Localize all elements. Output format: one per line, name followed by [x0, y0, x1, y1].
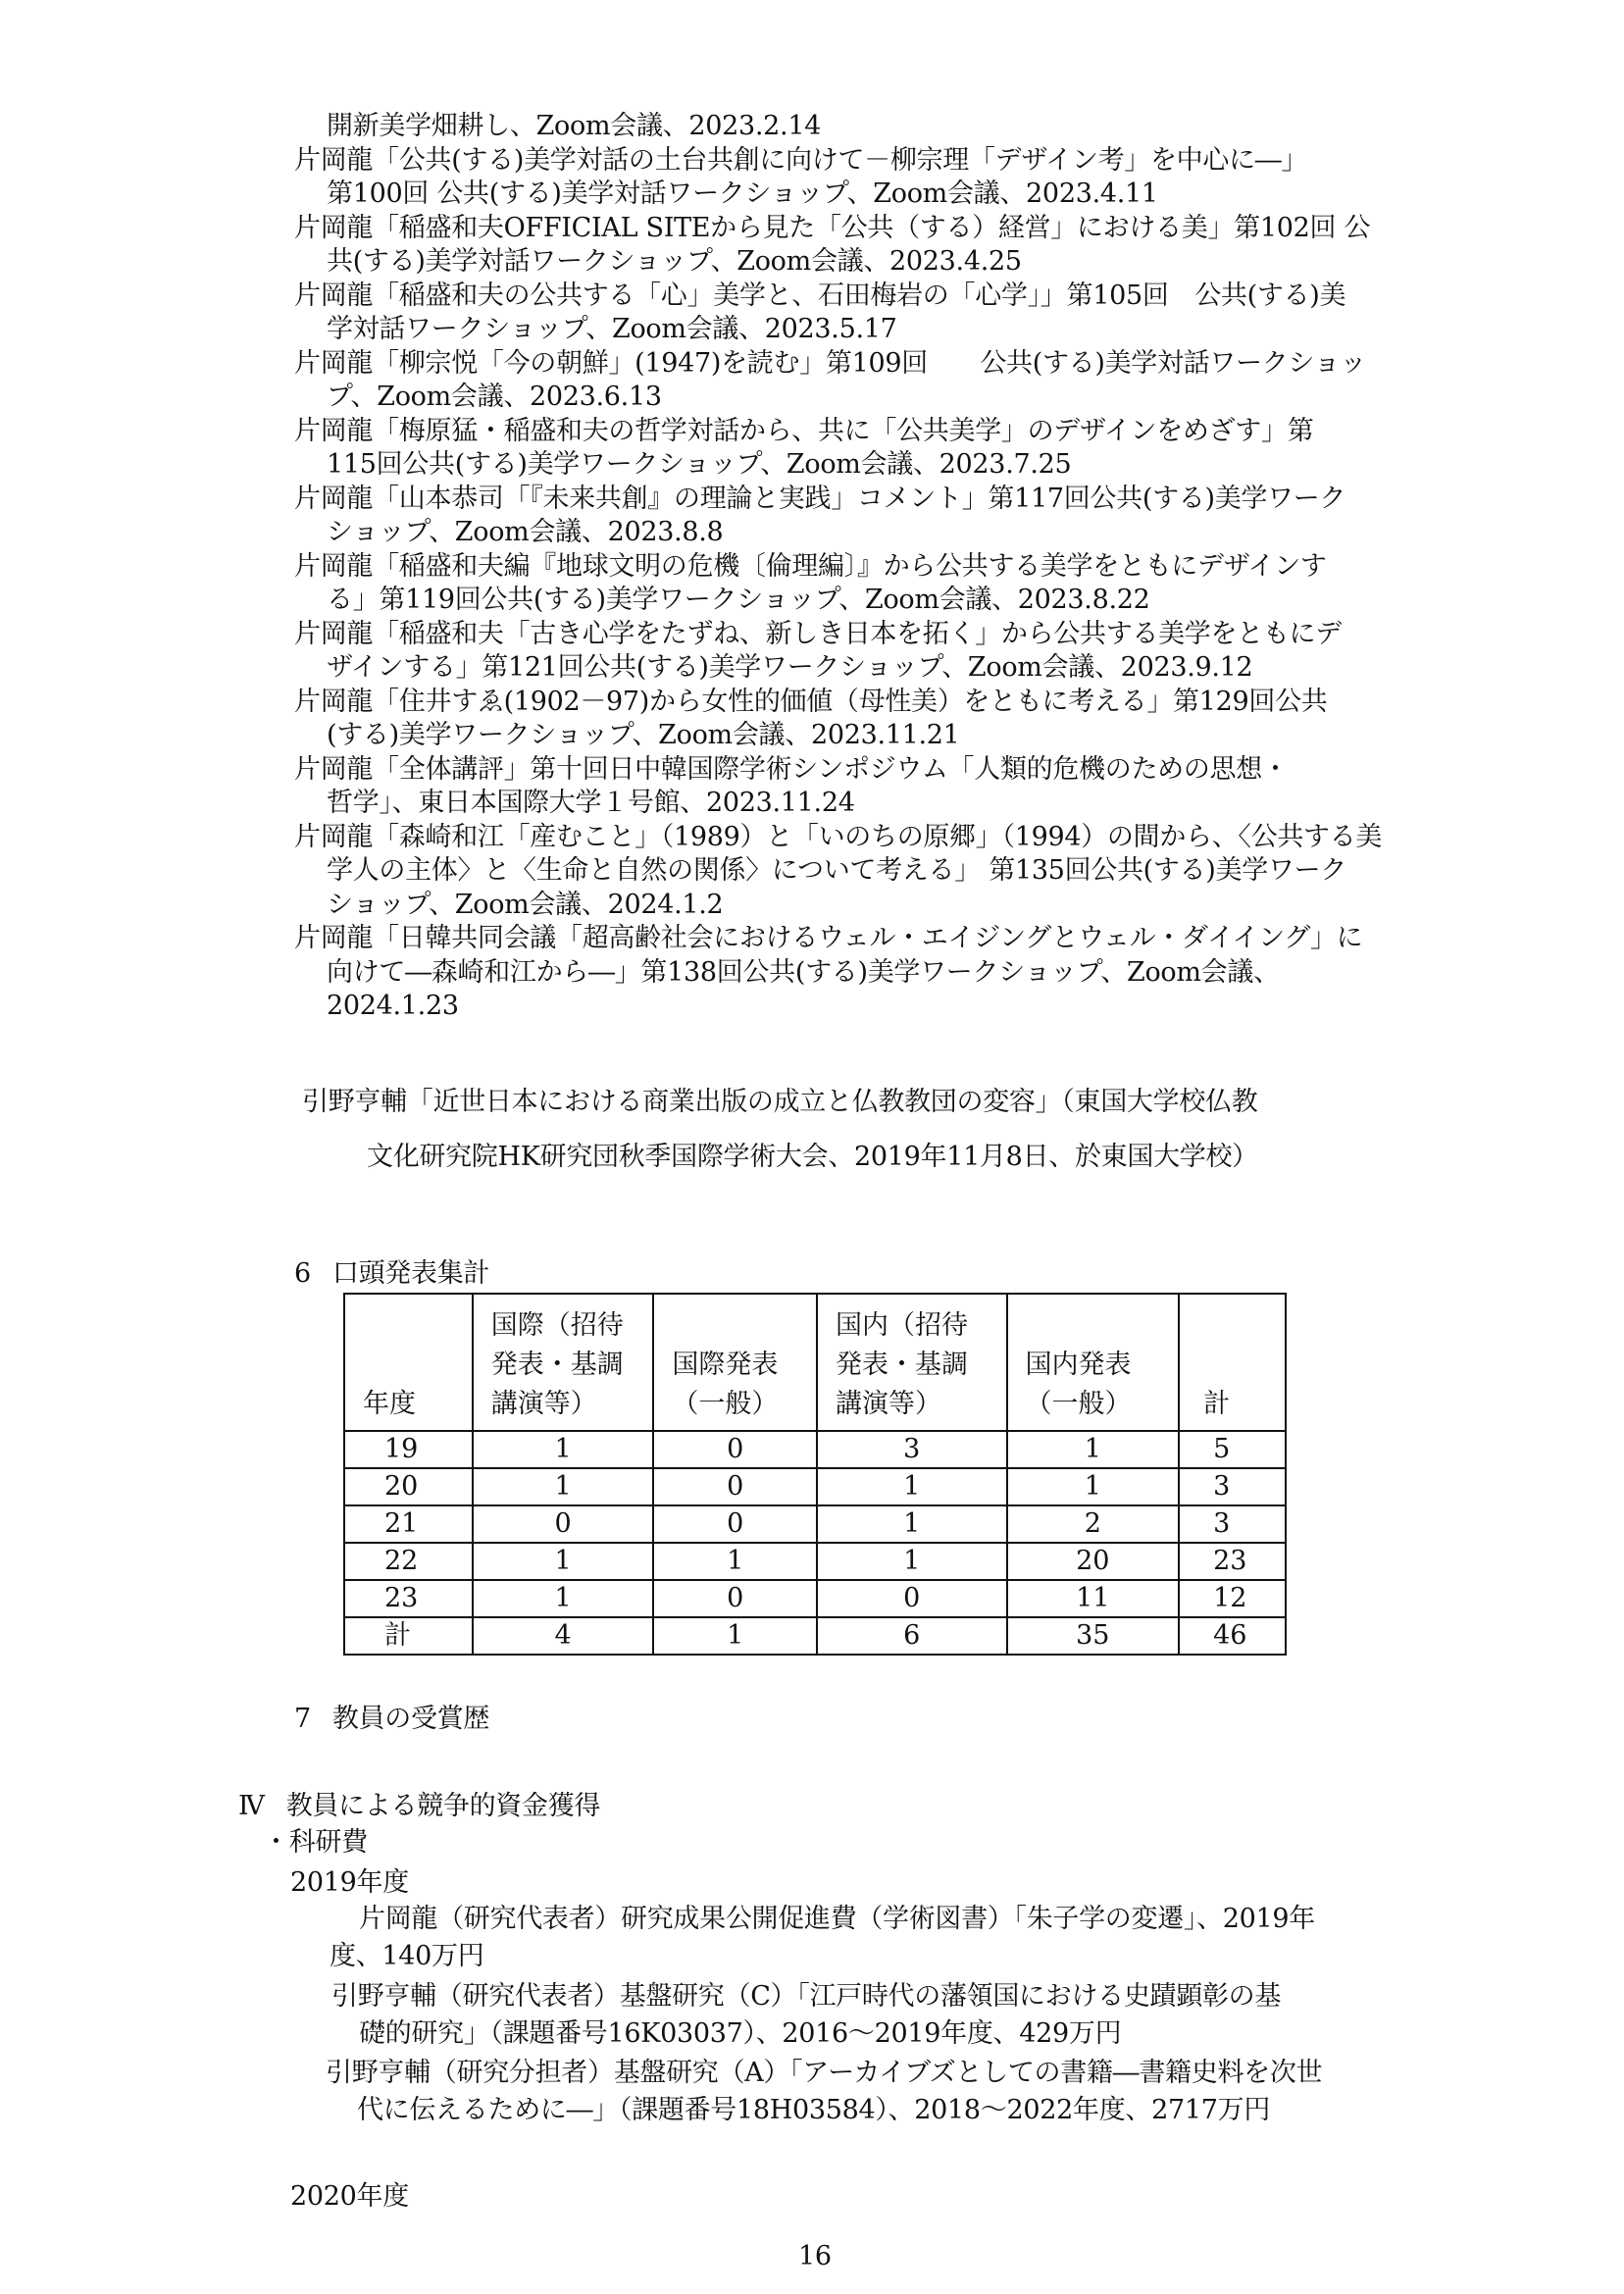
section6-number: 6 — [294, 1258, 311, 1289]
table-cell: 20 — [344, 1468, 473, 1505]
table-row — [344, 1580, 1286, 1617]
kakenhi-bullet: ・科研費 — [263, 1827, 368, 1858]
table-header-text: 発表・基調 — [490, 1350, 624, 1380]
table-cell: 1 — [817, 1468, 1007, 1505]
table-header-text: 計 — [1203, 1389, 1231, 1419]
table-cell: 6 — [817, 1617, 1007, 1655]
presentation-entry-line: 片岡龍「稲盛和夫編『地球文明の危機〔倫理編〕』から公共する美学をともにデザインす — [294, 550, 1327, 582]
presentation-entry-line: 学対話ワークショップ、Zoom会議、2023.5.17 — [327, 314, 897, 344]
table-header-cell — [817, 1294, 1007, 1431]
presentation-entry-line: 第100回 公共(する)美学対話ワークショップ、Zoom会議、2023.4.11 — [327, 178, 1158, 209]
grant-item-3-line1: 引野亨輔（研究分担者）基盤研究（A）「アーカイブズとしての書籍―書籍史料を次世 — [326, 2058, 1323, 2088]
presentation-entry — [294, 550, 1402, 618]
table-cell: 0 — [653, 1580, 817, 1617]
table-cell: 20 — [1007, 1543, 1180, 1580]
table-cell: 23 — [1179, 1543, 1286, 1580]
presentation-entry — [294, 753, 1402, 821]
grant-item-3-line2: 代に伝えるために―」（課題番号18H03584）、2018～2022年度、2717万円 — [357, 2095, 1271, 2125]
presentation-entry — [294, 821, 1402, 923]
section4-title: 教員による競争的資金獲得 — [285, 1791, 601, 1821]
presentation-entry — [294, 922, 1402, 1024]
table-cell: 5 — [1179, 1431, 1286, 1468]
table-cell: 3 — [1179, 1468, 1286, 1505]
table-cell: 21 — [344, 1505, 473, 1543]
presentation-entry — [294, 212, 1402, 280]
presentation-entry-line: 115回公共(する)美学ワークショップ、Zoom会議、2023.7.25 — [327, 449, 1072, 480]
table-header-cell — [473, 1294, 654, 1431]
presentation-entry-line: 片岡龍「稲盛和夫OFFICIAL SITEから見た「公共（する）経営」における美」第102回 公 — [294, 212, 1371, 243]
table-header-text: 講演等） — [835, 1389, 941, 1419]
table-cell: 4 — [473, 1617, 654, 1655]
presentation-entry-line: 向けて―森崎和江から―」第138回公共(する)美学ワークショップ、Zoom会議、 — [327, 956, 1280, 988]
table-cell: 1 — [473, 1431, 654, 1468]
presentation-entry-line: 片岡龍「森崎和江「産むこと」（1989）と「いのちの原郷」（1994）の間から、〈公共する美 — [294, 821, 1383, 852]
presentation-entry-line: プ、Zoom会議、2023.6.13 — [327, 382, 662, 412]
year-2020-label: 2020年度 — [290, 2181, 409, 2212]
table-cell: 1 — [473, 1543, 654, 1580]
section6-title: 口頭発表集計 — [331, 1258, 490, 1289]
page-number: 16 — [798, 2241, 832, 2271]
table-header-text: （一般） — [672, 1389, 779, 1419]
presentation-entry-line: ショップ、Zoom会議、2024.1.2 — [327, 889, 724, 920]
presentation-entry-line: 2024.1.23 — [327, 991, 459, 1021]
table-row — [344, 1468, 1286, 1505]
presentation-entry — [294, 280, 1402, 347]
table-cell: 1 — [1007, 1468, 1180, 1505]
table-header-text: 国内発表 — [1025, 1350, 1132, 1380]
table-header-cell — [1179, 1294, 1286, 1431]
presentation-entry-line: 片岡龍「全体講評」第十回日中韓国際学術シンポジウム「人類的危機のための思想・ — [294, 753, 1289, 785]
table-cell: 19 — [344, 1431, 473, 1468]
table-cell: 35 — [1007, 1617, 1180, 1655]
table-cell: 23 — [344, 1580, 473, 1617]
table-cell: 1 — [473, 1580, 654, 1617]
table-cell: 22 — [344, 1543, 473, 1580]
presentation-entry-line: 片岡龍「稲盛和夫「古き心学をたずね、新しき日本を拓く」から公共する美学をともにデ — [294, 618, 1342, 649]
table-cell: 1 — [473, 1468, 654, 1505]
presentation-entry-line: ショップ、Zoom会議、2023.8.8 — [327, 517, 724, 547]
table-header-cell — [1007, 1294, 1180, 1431]
section7-heading — [294, 1703, 489, 1736]
table-header-text: 国内（招待 — [835, 1310, 968, 1341]
table-cell: 計 — [344, 1617, 473, 1655]
presentation-summary-table — [343, 1293, 1287, 1656]
presentation-entry — [294, 686, 1402, 753]
table-cell: 0 — [473, 1505, 654, 1543]
grant-item-1-line1: 片岡龍（研究代表者）研究成果公開促進費（学術図書）「朱子学の変遷」、2019年 — [359, 1904, 1316, 1934]
table-cell: 11 — [1007, 1580, 1180, 1617]
table-cell: 1 — [653, 1543, 817, 1580]
section7-number: 7 — [294, 1704, 311, 1734]
table-cell: 1 — [1007, 1431, 1180, 1468]
section7-title: 教員の受賞歴 — [331, 1704, 490, 1734]
table-cell: 3 — [817, 1431, 1007, 1468]
presentation-entry — [294, 144, 1402, 212]
table-row — [344, 1617, 1286, 1655]
table-cell: 46 — [1179, 1617, 1286, 1655]
presentation-entry-line: 開新美学畑耕し、Zoom会議、2023.2.14 — [327, 111, 822, 141]
table-header-text: 講演等） — [490, 1389, 597, 1419]
presentation-entry — [294, 415, 1402, 483]
table-header-cell — [344, 1294, 473, 1431]
table-row — [344, 1505, 1286, 1543]
table-cell: 2 — [1007, 1505, 1180, 1543]
table-row — [344, 1431, 1286, 1468]
presentation-entry-line: ザインする」第121回公共(する)美学ワークショップ、Zoom会議、2023.9.12 — [327, 652, 1253, 683]
oral-presentation-list — [294, 110, 1402, 1024]
table-cell: 1 — [817, 1543, 1007, 1580]
grant-item-2-line1: 引野亨輔（研究代表者）基盤研究（C）「江戸時代の藩領国における史蹟顕彰の基 — [331, 1981, 1282, 2012]
hikino-presentation-line2: 文化研究院HK研究団秋季国際学術大会、2019年11月8日、於東国大学校） — [367, 1142, 1258, 1172]
presentation-entry-line: る」第119回公共(する)美学ワークショップ、Zoom会議、2023.8.22 — [327, 585, 1150, 615]
presentation-entry-line: 片岡龍「山本恭司「『未来共創』の理論と実践」コメント」第117回公共(する)美学ワーク — [294, 483, 1346, 514]
presentation-entry-line: (する)美学ワークショップ、Zoom会議、2023.11.21 — [327, 720, 960, 750]
presentation-entry-line: 片岡龍「柳宗悦「今の朝鮮」(1947)を読む」第109回 公共(する)美学対話ワークショッ — [294, 347, 1367, 379]
hikino-presentation-line1: 引野亨輔「近世日本における商業出版の成立と仏教教団の変容」（東国大学校仏教 — [302, 1087, 1258, 1117]
presentation-entry-line: 片岡龍「日韓共同会議「超高齢社会におけるウェル・エイジングとウェル・ダイイング」に — [294, 923, 1363, 953]
presentation-entry-line: 片岡龍「住井すゑ(1902－97)から女性的価値（母性美）をともに考える」第129回公共 — [294, 686, 1328, 717]
table-header-text: 発表・基調 — [835, 1350, 968, 1380]
year-2019-label: 2019年度 — [290, 1867, 409, 1898]
presentation-entry-line: 学人の主体〉と〈生命と自然の関係〉について考える」 第135回公共(する)美学ワーク — [327, 855, 1347, 886]
presentation-entry — [294, 347, 1402, 415]
table-cell: 12 — [1179, 1580, 1286, 1617]
presentation-entry-line: 共(する)美学対話ワークショップ、Zoom会議、2023.4.25 — [327, 246, 1022, 277]
table-cell: 0 — [817, 1580, 1007, 1617]
grant-item-2-line2: 礎的研究」（課題番号16K03037）、2016～2019年度、429万円 — [359, 2018, 1122, 2049]
presentation-entry-line: 片岡龍「公共(する)美学対話の土台共創に向けて－柳宗理「デザイン考」を中心に―」 — [294, 144, 1308, 176]
table-header-text: （一般） — [1025, 1389, 1132, 1419]
table-cell: 1 — [817, 1505, 1007, 1543]
section4-heading — [238, 1790, 600, 1823]
presentation-entry-line: 片岡龍「稲盛和夫の公共する「心」美学と、石田梅岩の「心学」」第105回 公共(する)美 — [294, 280, 1346, 311]
section4-number: Ⅳ — [238, 1791, 265, 1821]
table-header-text: 国際（招待 — [490, 1310, 624, 1341]
presentation-entry — [294, 618, 1402, 686]
grant-item-1-line2: 度、140万円 — [330, 1941, 484, 1971]
table-cell: 1 — [653, 1617, 817, 1655]
table-cell: 0 — [653, 1468, 817, 1505]
table-cell: 0 — [653, 1505, 817, 1543]
table-row — [344, 1543, 1286, 1580]
table-header-text: 国際発表 — [672, 1350, 779, 1380]
presentation-entry — [294, 110, 1402, 144]
table-header-text: 年度 — [363, 1389, 416, 1419]
presentation-entry — [294, 483, 1402, 550]
table-header-row — [344, 1294, 1286, 1431]
presentation-entry-line: 哲学」、東日本国際大学１号館、2023.11.24 — [327, 788, 855, 818]
table-cell: 3 — [1179, 1505, 1286, 1543]
presentation-entry-line: 片岡龍「梅原猛・稲盛和夫の哲学対話から、共に「公共美学」のデザインをめざす」第 — [294, 415, 1314, 446]
table-cell: 0 — [653, 1431, 817, 1468]
table-header-cell — [653, 1294, 817, 1431]
section6-heading — [294, 1257, 489, 1291]
